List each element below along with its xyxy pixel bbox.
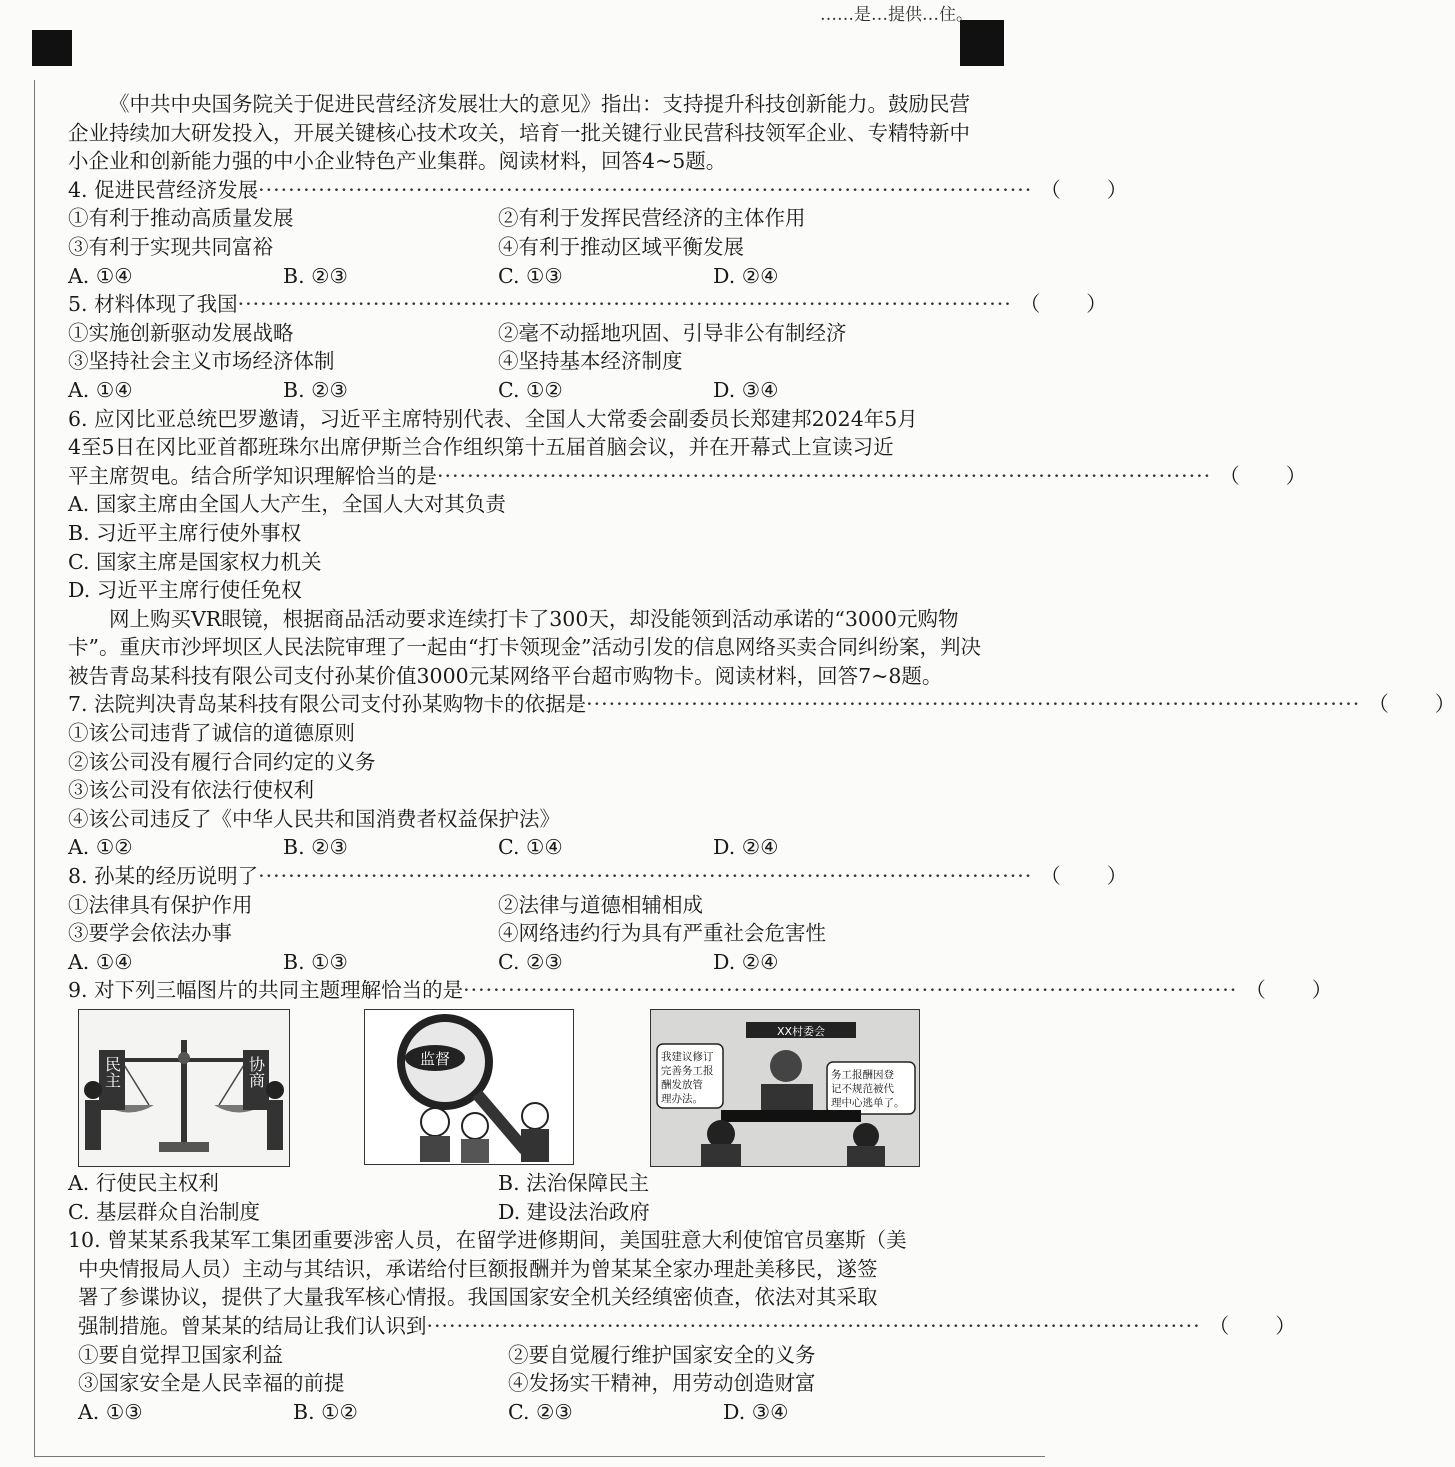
svg-text:理办法。: 理办法。 xyxy=(661,1093,703,1105)
cartoon-village-committee xyxy=(650,1009,920,1167)
choice-a[interactable]: A. ①④ xyxy=(68,377,133,402)
svg-text:我建议修订: 我建议修订 xyxy=(661,1051,714,1063)
choice-c[interactable]: C. 国家主席是国家权力机关 xyxy=(68,549,322,574)
exam-content xyxy=(68,90,1455,1426)
leader-dots: ······································································································· xyxy=(258,864,1033,889)
statement: ④网络违约行为具有严重社会危害性 xyxy=(498,921,826,946)
choice-d[interactable]: D. 建设法治政府 xyxy=(498,1199,650,1224)
question-8-choices xyxy=(68,948,988,977)
statement: ③国家安全是人民幸福的前提 xyxy=(78,1371,345,1396)
question-10-stem: 10. 曾某某系我某军工集团重要涉密人员，在留学进修期间，美国驻意大利使馆官员塞斯（美 中央情报局人员）主动与其结识，承诺给付巨额报酬并为曾某某全家办理赴美移民，遂签 署了参谍协议，提供了大量我军核心情报。我国国家安全机关经缜密侦查，依法对其采取 强制措施。曾某某的结局让我们认识到 ······································································································· （ ） xyxy=(68,1226,988,1340)
svg-text:协商: 协商 xyxy=(246,1056,266,1088)
choice-c[interactable]: C. ①③ xyxy=(498,263,563,288)
statement: ③要学会依法办事 xyxy=(68,921,232,946)
meeting-scene-icon xyxy=(651,1010,919,1166)
choice-a[interactable]: A. ①④ xyxy=(68,949,133,974)
statement: ②有利于发挥民营经济的主体作用 xyxy=(498,206,806,231)
choice-b[interactable]: B. 习近平主席行使外事权 xyxy=(68,520,302,545)
answer-blank-4[interactable]: （ ） xyxy=(1040,177,1128,202)
choice-d[interactable]: D. ③④ xyxy=(723,1399,789,1424)
question-4-choices xyxy=(68,262,988,291)
question-4-stem: 4. 促进民营经济发展 ······································································································· （ ） xyxy=(68,176,988,205)
question-7-statements xyxy=(68,719,988,833)
leader-dots: ······································································································· xyxy=(258,177,1033,202)
choice-c[interactable]: C. ②③ xyxy=(508,1399,573,1424)
choice-c[interactable]: C. 基层群众自治制度 xyxy=(68,1199,260,1224)
choice-b[interactable]: B. 法治保障民主 xyxy=(498,1171,650,1195)
question-10-statements xyxy=(68,1341,988,1398)
registration-mark-right xyxy=(960,20,1004,66)
statement: ①有利于推动高质量发展 xyxy=(68,206,294,231)
question-8-stem: 8. 孙某的经历说明了 ······································································································· （ ） xyxy=(68,862,988,891)
statement: ④坚持基本经济制度 xyxy=(498,349,683,374)
statement: ③该公司没有依法行使权利 xyxy=(68,778,314,803)
choice-b[interactable]: B. ①② xyxy=(293,1399,358,1424)
choice-a[interactable]: A. 国家主席由全国人大产生，全国人大对其负责 xyxy=(68,492,506,517)
question-6-stem: 6. 应冈比亚总统巴罗邀请，习近平主席特别代表、全国人大常委会副委员长郑建邦2024年5月 4至5日在冈比亚首都班珠尔出席伊斯兰合作组织第十五届首脑会议，并在开幕式上宣读习近 平主席贺电。结合所学知识理解恰当的是 ······································································································· （ ） xyxy=(68,405,988,491)
choice-b[interactable]: B. ②③ xyxy=(283,377,348,402)
answer-blank-7[interactable]: （ ） xyxy=(1368,692,1455,717)
statement: ①该公司违背了诚信的道德原则 xyxy=(68,721,355,746)
passage-2: 网上购买VR眼镜，根据商品活动要求连续打卡了300天，却没能领到活动承诺的“3000元购物卡”。重庆市沙坪坝区人民法院审理了一起由“打卡领现金”活动引发的信息网络买卖合同纠纷案，判决被告青岛某科技有限公司支付孙某价值3000元某网络平台超市购物卡。阅读材料，回答7~8题。 xyxy=(68,606,981,688)
leader-dots: ······································································································· xyxy=(237,292,1012,317)
question-8-statements xyxy=(68,891,988,948)
question-5-choices xyxy=(68,376,988,405)
leader-dots: ······································································································· xyxy=(437,463,1212,488)
magnifier-icon xyxy=(365,1010,573,1164)
passage-1: 《中共中央国务院关于促进民营经济发展壮大的意见》指出：支持提升科技创新能力。鼓励民营企业持续加大研发投入，开展关键核心技术攻关，培育一批关键行业民营科技领军企业、专精特新中小企业和创新能力强的中小企业特色产业集群。阅读材料，回答4~5题。 xyxy=(68,92,970,174)
svg-text:XX村委会: XX村委会 xyxy=(776,1025,826,1038)
choice-c[interactable]: C. ①④ xyxy=(498,835,563,860)
svg-text:监督: 监督 xyxy=(419,1050,451,1068)
choice-a[interactable]: A. ①④ xyxy=(68,263,133,288)
question-9-choices xyxy=(68,1169,988,1226)
svg-text:务工报酬因登: 务工报酬因登 xyxy=(831,1069,894,1081)
cartoon-balance-scale xyxy=(78,1009,290,1167)
choice-d[interactable]: D. ②④ xyxy=(713,835,779,860)
question-4-statements xyxy=(68,204,988,261)
choice-b[interactable]: B. ②③ xyxy=(283,263,348,288)
question-5-stem: 5. 材料体现了我国 ······································································································· （ ） xyxy=(68,290,988,319)
answer-blank-10[interactable]: （ ） xyxy=(1208,1313,1296,1338)
statement: ④发扬实干精神，用劳动创造财富 xyxy=(508,1371,816,1396)
statement: ②毫不动摇地巩固、引导非公有制经济 xyxy=(498,320,847,345)
choice-a[interactable]: A. ①② xyxy=(68,835,133,860)
leader-dots: ······································································································· xyxy=(463,978,1238,1003)
question-9-pictures xyxy=(68,1009,988,1169)
choice-c[interactable]: C. ①② xyxy=(498,377,563,402)
leader-dots: ······································································································· xyxy=(426,1313,1201,1338)
statement: ④有利于推动区域平衡发展 xyxy=(498,234,744,259)
statement: ①要自觉捍卫国家利益 xyxy=(78,1342,283,1367)
question-6-choices xyxy=(68,490,988,604)
balance-scale-icon xyxy=(79,1010,289,1166)
question-10-choices xyxy=(68,1398,988,1427)
choice-b[interactable]: B. ②③ xyxy=(283,835,348,860)
answer-blank-9[interactable]: （ ） xyxy=(1245,978,1333,1003)
leader-dots: ······································································································· xyxy=(586,692,1361,717)
choice-d[interactable]: D. ②④ xyxy=(713,263,779,288)
statement: ②法律与道德相辅相成 xyxy=(498,892,703,917)
choice-a[interactable]: A. ①③ xyxy=(78,1399,143,1424)
svg-text:理中心逃单了。: 理中心逃单了。 xyxy=(831,1097,905,1109)
statement: ①实施创新驱动发展战略 xyxy=(68,320,294,345)
choice-d[interactable]: D. ③④ xyxy=(713,377,779,402)
statement: ②要自觉履行维护国家安全的义务 xyxy=(508,1342,816,1367)
cartoon-supervision xyxy=(364,1009,574,1165)
statement: ②该公司没有履行合同约定的义务 xyxy=(68,749,376,774)
answer-blank-8[interactable]: （ ） xyxy=(1040,864,1128,889)
svg-text:完善务工报: 完善务工报 xyxy=(661,1065,714,1077)
choice-a[interactable]: A. 行使民主权利 xyxy=(68,1171,219,1195)
answer-blank-5[interactable]: （ ） xyxy=(1019,292,1107,317)
svg-text:记不规范被代: 记不规范被代 xyxy=(831,1083,894,1095)
choice-c[interactable]: C. ②③ xyxy=(498,949,563,974)
choice-b[interactable]: B. ①③ xyxy=(283,949,348,974)
choice-d[interactable]: D. ②④ xyxy=(713,949,779,974)
choice-d[interactable]: D. 习近平主席行使任免权 xyxy=(68,578,302,603)
answer-blank-6[interactable]: （ ） xyxy=(1219,463,1307,488)
statement: ③有利于实现共同富裕 xyxy=(68,234,273,259)
question-9-stem: 9. 对下列三幅图片的共同主题理解恰当的是 ······································································································· （ ） xyxy=(68,976,988,1005)
svg-text:民主: 民主 xyxy=(102,1056,122,1088)
question-5-statements xyxy=(68,319,988,376)
statement: ④该公司违反了《中华人民共和国消费者权益保护法》 xyxy=(68,806,560,831)
svg-text:酬发放管: 酬发放管 xyxy=(661,1079,703,1091)
question-7-choices xyxy=(68,833,988,862)
statement: ①法律具有保护作用 xyxy=(68,892,253,917)
registration-mark-left xyxy=(32,30,72,66)
statement: ③坚持社会主义市场经济体制 xyxy=(68,349,335,374)
header-fragment: ……是…提供…住。 xyxy=(820,5,973,25)
question-7-stem: 7. 法院判决青岛某科技有限公司支付孙某购物卡的依据是 ······································································································· （ ） xyxy=(68,690,988,719)
